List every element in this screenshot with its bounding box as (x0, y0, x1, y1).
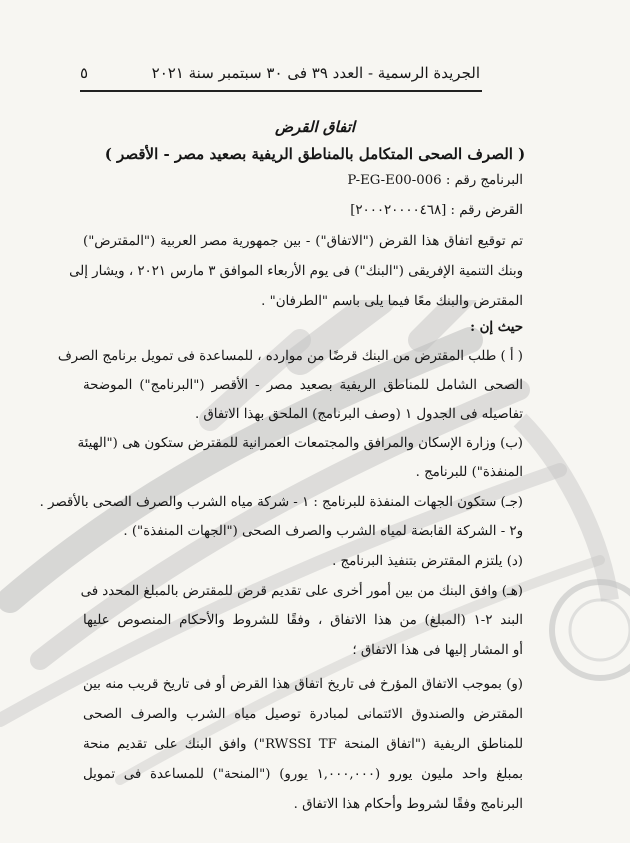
gazette-header-text: الجريدة الرسمية - العدد ٣٩ فى ٣٠ سبتمبر سنة ٢٠٢١ (151, 64, 480, 82)
program-number-line (347, 173, 523, 188)
document-subtitle: ( الصرف الصحى المتكامل بالمناطق الريفية بصعيد مصر - الأقصر ) (104, 145, 526, 163)
clause-d-line: (د) يلتزم المقترض بتنفيذ البرنامج . (332, 554, 523, 569)
loan-number: [٢٠٠٠٢٠٠٠٠٤٦٨] (350, 203, 447, 218)
clause-c-line: (جـ) ستكون الجهات المنفذة للبرنامج : ١ - شركة مياه الشرب والصرف الصحى بالأقصر . (39, 495, 523, 510)
loan-number-line (350, 203, 523, 218)
header-divider (80, 90, 482, 92)
clause-a-line: الصحى الشامل للمناطق الريفية بصعيد مصر - الأقصر ("البرنامج") الموضحة (83, 378, 523, 393)
document-title: اتفاق القرض (274, 118, 356, 136)
clause-f-line: (و) بموجب الاتفاق المؤرخ فى تاريخ اتفاق هذا القرض أو فى تاريخ قريب منه بين (83, 677, 523, 692)
clause-e-line: البند ٢-١ (المبلغ) من هذا الاتفاق ، وفقًا للشروط والأحكام المنصوص عليها (83, 613, 523, 628)
program-label: البرنامج رقم : (445, 173, 523, 188)
clause-e-line: أو المشار إليها فى هذا الاتفاق ؛ (352, 643, 523, 658)
clause-f-line: البرنامج وفقًا لشروط وأحكام هذا الاتفاق . (293, 797, 523, 812)
clause-c-line: و٢ - الشركة القابضة لمياه الشرب والصرف الصحى ("الجهات المنفذة") . (123, 524, 523, 539)
whereas-heading: حيث إن : (470, 320, 523, 335)
clause-b-line: (ب) وزارة الإسكان والمرافق والمجتمعات العمرانية للمقترض ستكون هى ("الهيئة (77, 436, 523, 451)
clause-f-line: المقترض والصندوق الائتمانى لمبادرة توصيل مياه الشرب والصرف الصحى (83, 707, 523, 722)
clause-f-line: بمبلغ واحد مليون يورو (١,٠٠٠,٠٠٠ يورو) ("المنحة") للمساعدة فى تمويل (83, 767, 524, 782)
loan-label: القرض رقم : (450, 203, 523, 218)
preamble-line: وبنك التنمية الإفريقى ("البنك") فى يوم الأربعاء الموافق ٣ مارس ٢٠٢١ ، ويشار إلى (69, 264, 523, 279)
clause-a-line: ( أ ) طلب المقترض من البنك قرضًا من موارده ، للمساعدة فى تمويل برنامج الصرف (57, 349, 523, 364)
clause-a-line: تفاصيله فى الجدول ١ (وصف البرنامج) الملحق بهذا الاتفاق . (194, 407, 523, 422)
program-code: P-EG-E00-006 (347, 173, 442, 188)
preamble-line: المقترض والبنك معًا فيما يلى باسم "الطرفان" . (261, 294, 523, 309)
page-header (80, 60, 480, 86)
clause-e-line: (هـ) وافق البنك من بين أمور أخرى على تقديم قرض للمقترض بالمبلغ المحدد فى (80, 584, 523, 599)
clause-b-line: المنفذة") للبرنامج . (415, 465, 523, 480)
preamble-line: تم توقيع اتفاق هذا القرض ("الاتفاق") - بين جمهورية مصر العربية ("المقترض") (83, 234, 523, 249)
clause-f-line: للمناطق الريفية ("اتفاق المنحة RWSSI TF") وافق البنك على تقديم منحة (83, 737, 523, 752)
page-number: ٥ (80, 64, 89, 82)
